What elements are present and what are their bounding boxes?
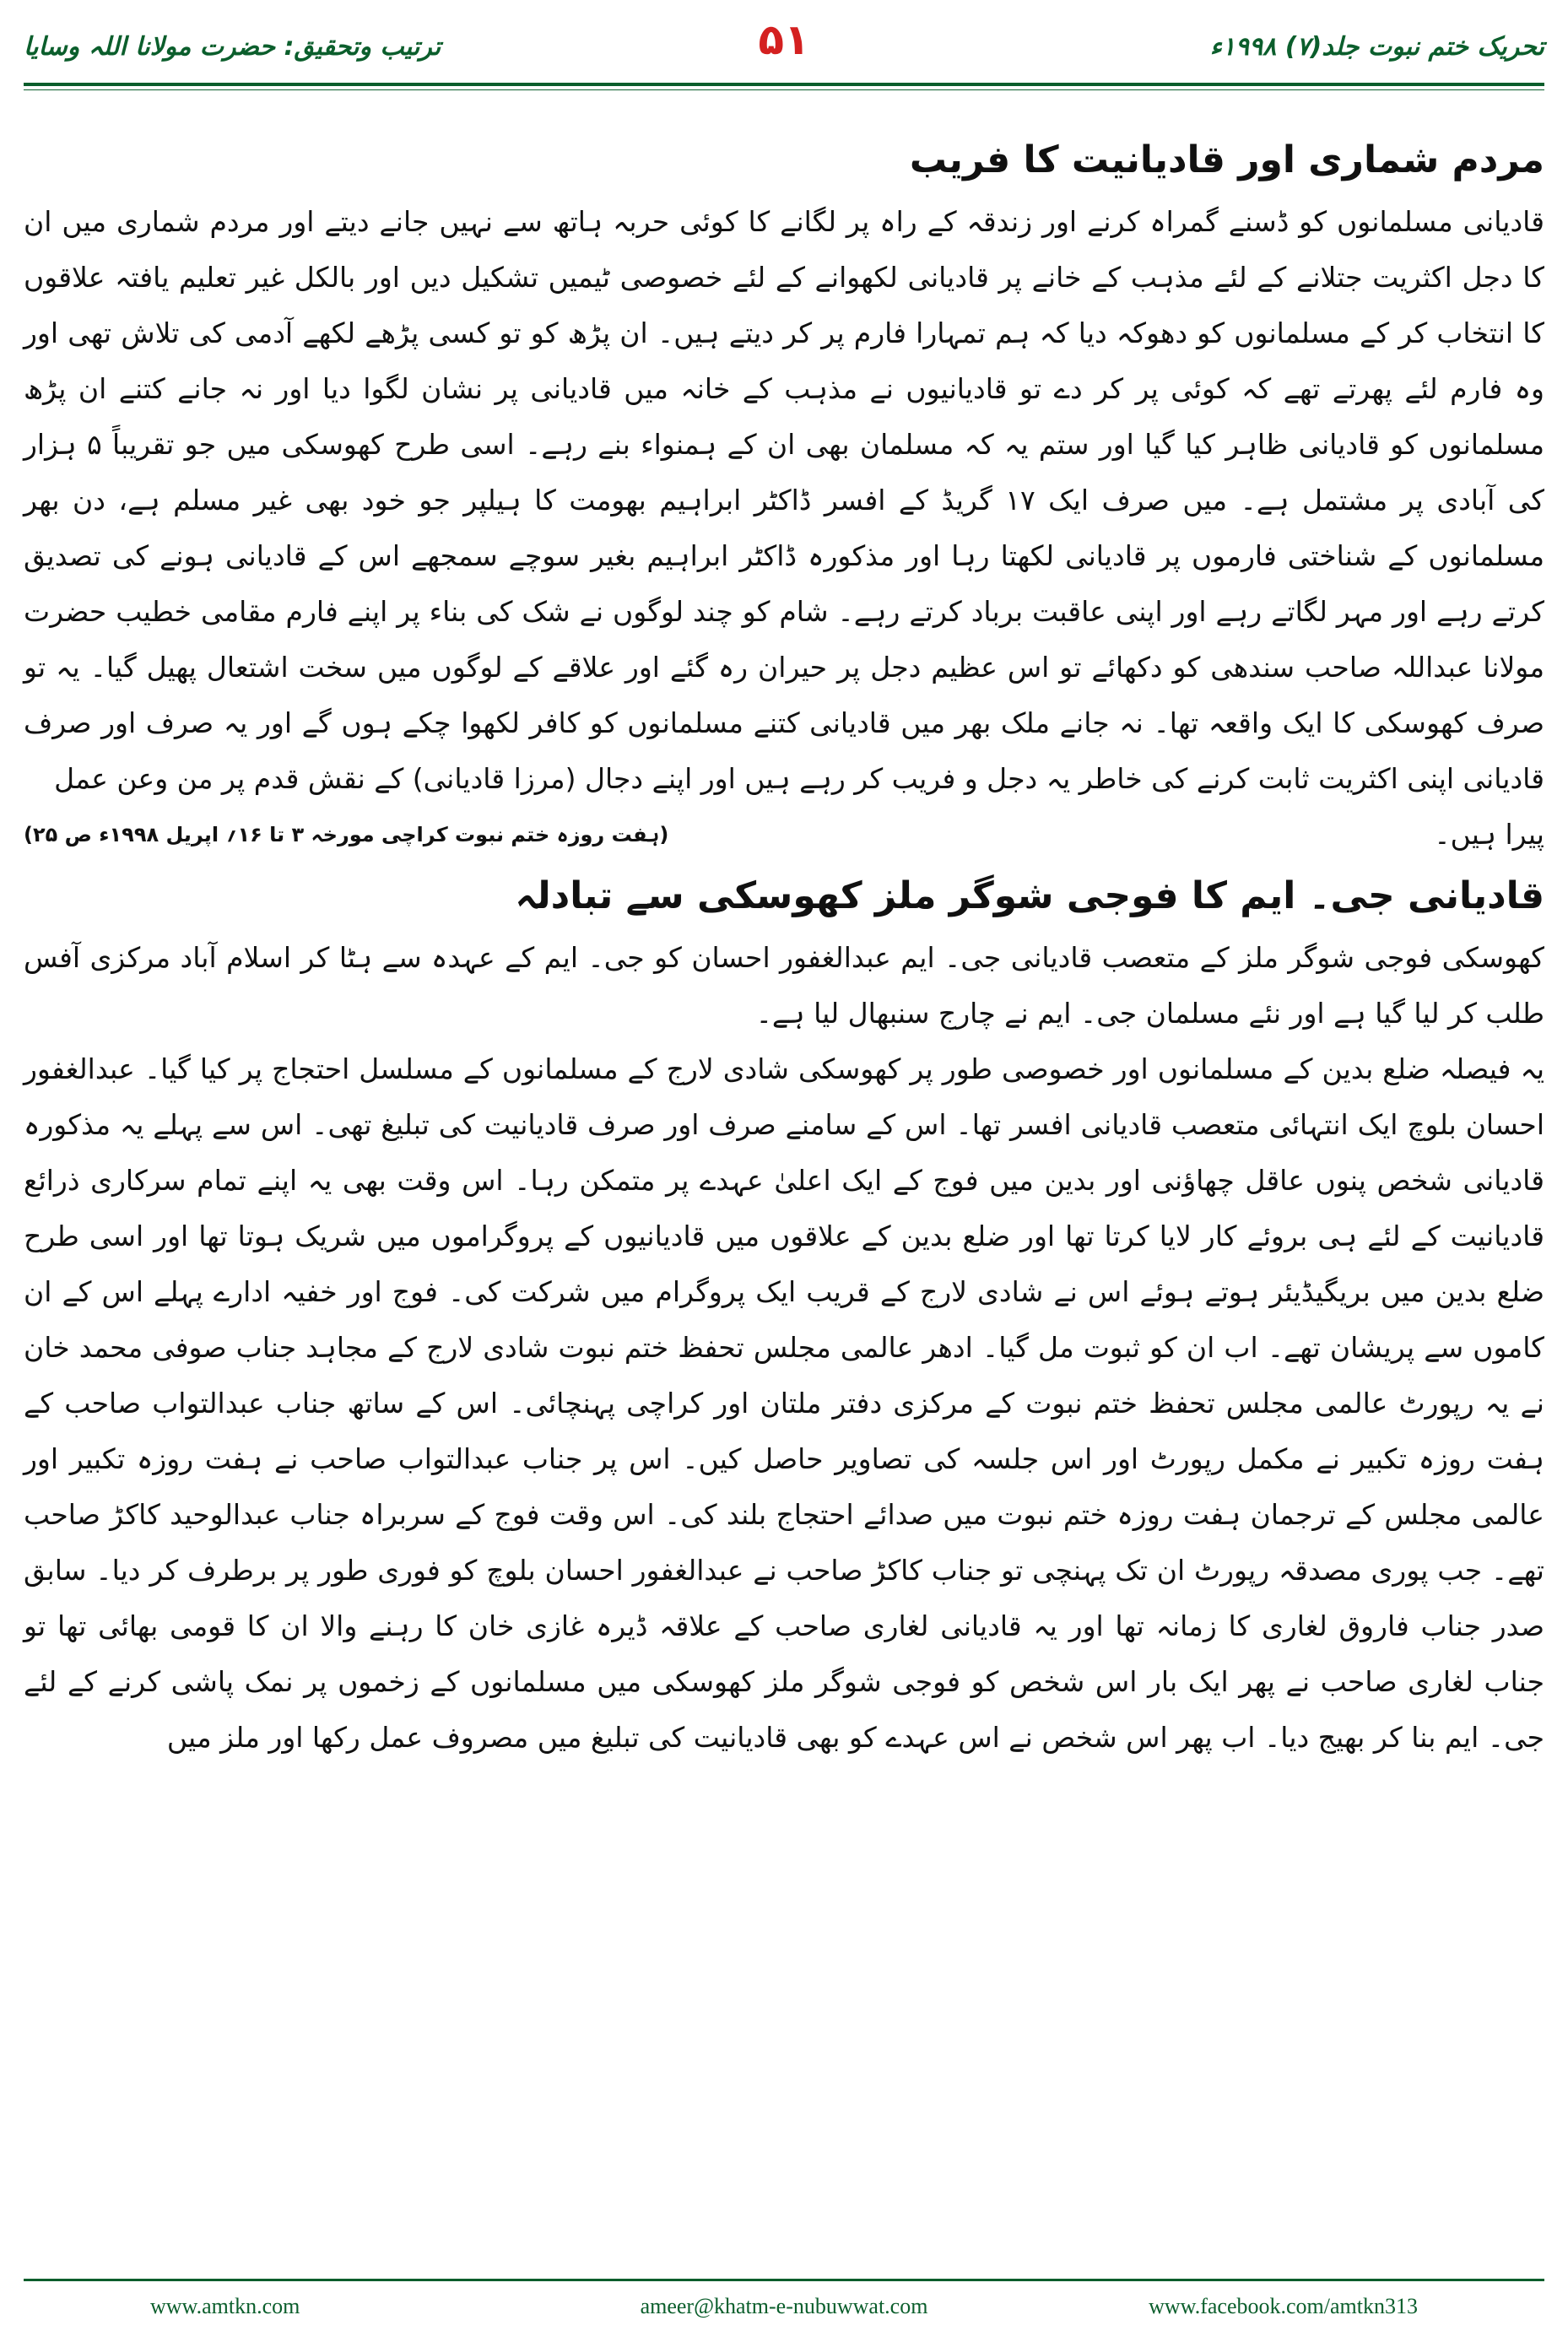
source-reference: (ہفت روزہ ختم نبوت کراچی مورخہ ۳ تا ۱۶؍ اپریل ۱۹۹۸ء ص ۲۵) xyxy=(24,823,669,846)
website-link[interactable]: www.amtkn.com xyxy=(150,2294,300,2318)
reference-line xyxy=(24,807,1544,863)
page-content xyxy=(24,127,1544,1766)
email-link[interactable]: ameer@khatm-e-nubuwwat.com xyxy=(640,2294,928,2318)
page-footer xyxy=(24,2279,1544,2329)
facebook-link[interactable]: www.facebook.com/amtkn313 xyxy=(1149,2294,1418,2318)
page-header xyxy=(24,0,1544,101)
header-divider-thin xyxy=(24,89,1544,90)
header-book-title: تحریک ختم نبوت جلد(۷) ۱۹۹۸ء xyxy=(1209,32,1544,62)
header-divider xyxy=(24,83,1544,86)
section-body-transfer-2: یہ فیصلہ ضلع بدین کے مسلمانوں اور خصوصی طور پر کھوسکی شادی لارج کے مسلمانوں کے مسلسل احتجاج پر کیا گیا۔ عبدالغفور احسان بلوچ ایک انتہائی متعصب قادیانی افسر تھا۔ اس کے سامنے صرف اور صرف قادیانیت کی تبلیغ تھی۔ اس سے پہلے یہ مذکورہ قادیانی شخص پنوں عاقل چھاؤنی اور بدین میں فوج کے ایک اعلیٰ عہدے پر متمکن رہا۔ اس وقت بھی یہ اپنے تمام سرکاری ذرائع قادیانیت کے لئے ہی بروئے کار لایا کرتا تھا اور ضلع بدین کے علاقوں میں قادیانیوں کے پروگراموں میں شریک ہوتا تھا اور اسی طرح ضلع بدین میں بریگیڈیئر ہوتے ہوئے اس نے شادی لارج کے قریب ایک پروگرام میں شرکت کی۔ فوج اور خفیہ ادارے پہلے اس کے ان کاموں سے پریشان تھے۔ اب ان کو ثبوت مل گیا۔ ادھر عالمی مجلس تحفظ ختم نبوت شادی لارج کے مجاہد جناب صوفی محمد خان نے یہ رپورٹ عالمی مجلس تحفظ ختم نبوت کے مرکزی دفتر ملتان اور کراچی پہنچائی۔ اس کے ساتھ جناب عبدالتواب صاحب کے ہفت روزہ تکبیر نے مکمل رپورٹ اور اس جلسہ کی تصاویر حاصل کیں۔ اس پر جناب عبدالتواب صاحب نے ہفت روزہ تکبیر اور عالمی مجلس کے ترجمان ہفت روزہ ختم نبوت میں صدائے احتجاج بلند کی۔ اس وقت فوج کے سربراہ جناب عبدالوحید کاکڑ صاحب تھے۔ جب پوری مصدقہ رپورٹ ان تک پہنچی تو جناب کاکڑ صاحب نے عبدالغفور احسان بلوچ کو فوری طور پر برطرف کر دیا۔ سابق صدر جناب فاروق لغاری کا زمانہ تھا اور یہ قادیانی لغاری صاحب کے علاقہ ڈیرہ غازی خان کا رہنے والا ان کا قومی بھائی تھا تو جناب لغاری صاحب نے پھر ایک بار اس شخص کو فوجی شوگر ملز کھوسکی میں مسلمانوں کے زخموں پر نمک پاشی کرنے کے لئے جی۔ ایم بنا کر بھیج دیا۔ اب پھر اس شخص نے اس عہدے کو بھی قادیانیت کی تبلیغ میں مصروف عمل رکھا اور ملز میں xyxy=(24,1052,1544,1754)
section-body-transfer-1: کھوسکی فوجی شوگر ملز کے متعصب قادیانی جی۔ ایم عبدالغفور احسان کو جی۔ ایم کے عہدہ سے ہٹا کر اسلام آباد مرکزی آفس طلب کر لیا گیا ہے اور نئے مسلمان جی۔ ایم نے چارج سنبھال لیا ہے۔ xyxy=(24,941,1544,1030)
header-editor-credit: ترتیب وتحقیق: حضرت مولانا اللہ وسایا xyxy=(24,32,441,62)
closing-text: پیرا ہیں۔ xyxy=(1434,818,1544,851)
footer-divider xyxy=(24,2279,1544,2281)
section-heading-transfer: قادیانی جی۔ ایم کا فوجی شوگر ملز کھوسکی سے تبادلہ xyxy=(515,874,1544,917)
page-number: ۵۱ xyxy=(758,15,810,64)
section-heading-census: مردم شماری اور قادیانیت کا فریب xyxy=(909,138,1544,181)
section-body-census: قادیانی مسلمانوں کو ڈسنے گمراہ کرنے اور زندقہ کے راہ پر لگانے کا کوئی حربہ ہاتھ سے نہیں جانے دیتے اور مردم شماری میں ان کا دجل اکثریت جتلانے کے لئے مذہب کے خانے پر قادیانی لکھوانے کے لئے خصوصی ٹیمیں تشکیل دیں اور بالکل غیر تعلیم یافتہ علاقوں کا انتخاب کر کے مسلمانوں کو دھوکہ دیا کہ ہم تمہارا فارم پر کر دیتے ہیں۔ ان پڑھ کو تو کسی پڑھے لکھے آدمی کی تلاش تھی اور وہ فارم لئے پھرتے تھے کہ کوئی پر کر دے تو قادیانیوں نے مذہب کے خانہ میں قادیانی پر نشان لگوا دیا اور نہ جانے کتنے ان پڑھ مسلمانوں کو قادیانی ظاہر کیا گیا اور ستم یہ کہ مسلمان بھی ان کے ہمنواء بنے رہے۔ اسی طرح کھوسکی میں جو تقریباً ۵ ہزار کی آبادی پر مشتمل ہے۔ میں صرف ایک ۱۷ گریڈ کے افسر ڈاکٹر ابراہیم بھومت کا ہیلپر جو خود بھی غیر مسلم ہے، دن بھر مسلمانوں کے شناختی فارموں پر قادیانی لکھتا رہا اور مذکورہ ڈاکٹر ابراہیم بغیر سوچے سمجھے اس کے قادیانی ہونے کی تصدیق کرتے رہے اور مہر لگاتے رہے اور اپنی عاقبت برباد کرتے رہے۔ شام کو چند لوگوں نے شک کی بناء پر اپنے فارم مقامی خطیب حضرت مولانا عبداللہ صاحب سندھی کو دکھائے تو اس عظیم دجل پر حیران رہ گئے اور علاقے کے لوگوں میں سخت اشتعال پھیل گیا۔ یہ تو صرف کھوسکی کا ایک واقعہ تھا۔ نہ جانے ملک بھر میں قادیانی کتنے مسلمانوں کو کافر لکھوا چکے ہوں گے اور یہ صرف اور صرف قادیانی اپنی اکثریت ثابت کرنے کی خاطر یہ دجل و فریب کر رہے ہیں اور اپنے دجال (مرزا قادیانی) کے نقش قدم پر من وعن عمل xyxy=(24,205,1545,795)
